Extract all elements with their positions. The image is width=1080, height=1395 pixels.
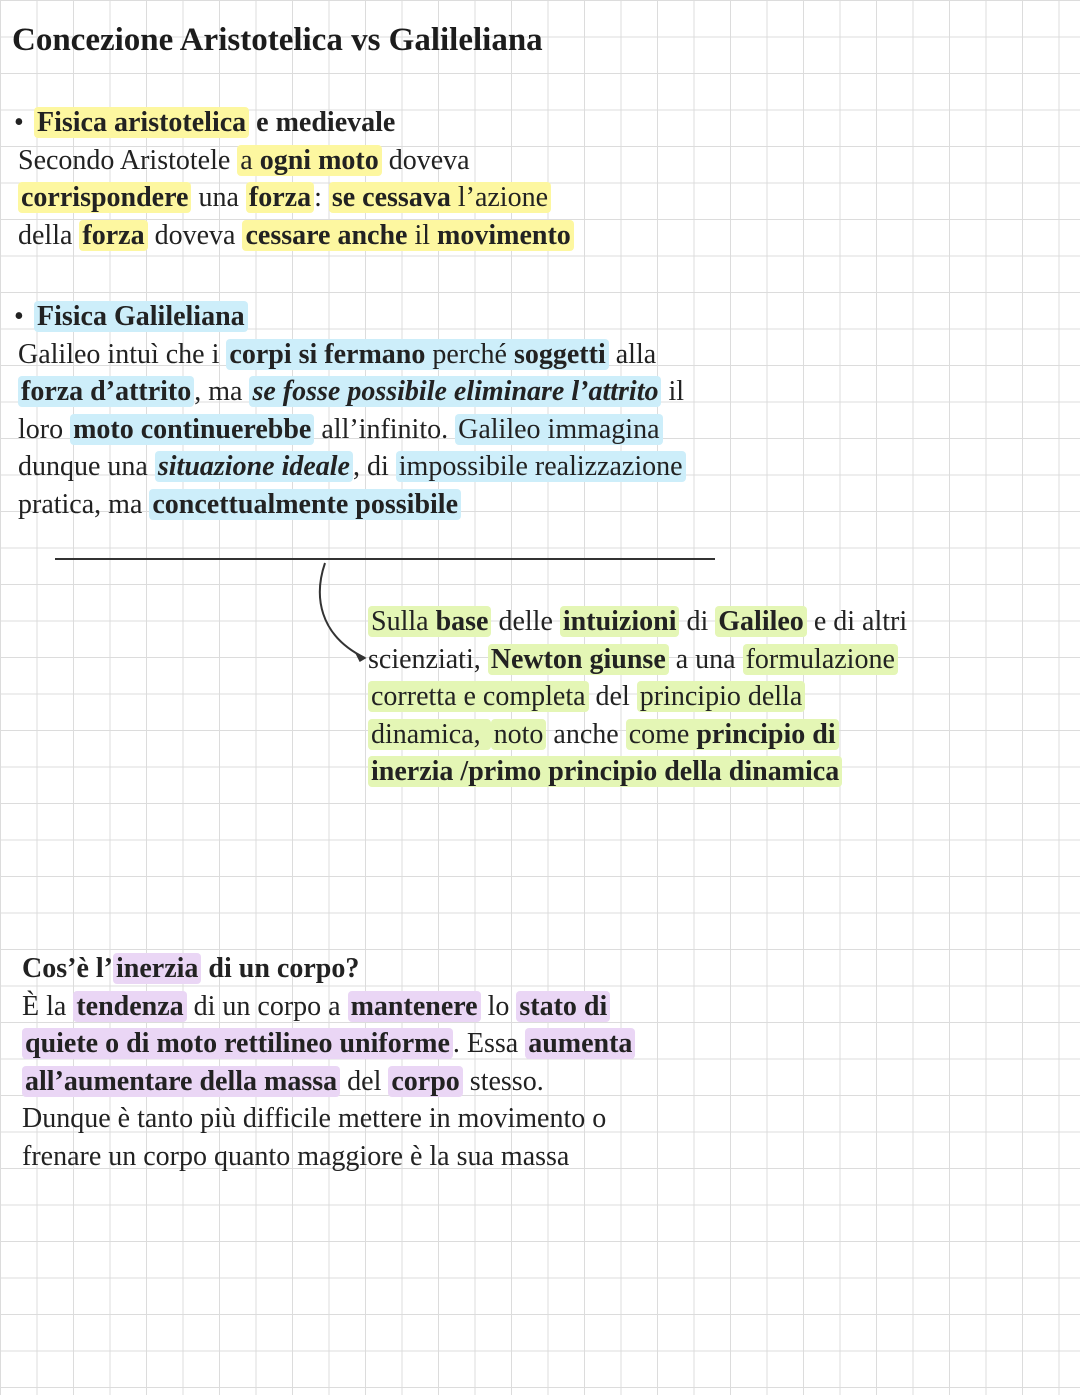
galileo-line-5 (14, 486, 686, 524)
page-title: Concezione Aristotelica vs Galileliana (12, 22, 543, 58)
galileo-section (14, 298, 686, 523)
highlight-text: corrispondere (18, 182, 191, 213)
text: l’azione (450, 182, 549, 213)
highlight-text: noto (491, 719, 547, 750)
highlight-text: mantenere (348, 991, 481, 1022)
text: Galileo intuì che i (18, 338, 227, 370)
highlight-text: Galileo (715, 606, 807, 637)
text: del (340, 1065, 389, 1097)
aristotle-heading (14, 104, 574, 142)
galileo-line-1 (14, 336, 686, 374)
newton-line-5 (368, 753, 907, 791)
text: della (18, 219, 80, 251)
text: alla (608, 338, 657, 370)
text: Sulla (371, 606, 436, 637)
newton-line-1 (368, 603, 907, 641)
text: il (661, 376, 685, 407)
highlight-text: se fosse possibile eliminare l’attrito (249, 376, 661, 407)
text: di un corpo? (201, 953, 360, 984)
highlight-text: aumenta (525, 1028, 635, 1059)
text: , ma (194, 376, 250, 407)
text: inerzia (371, 756, 454, 787)
text: È la (22, 990, 74, 1022)
text: e di altri (806, 606, 908, 637)
inertia-line-4: Dunque è tanto più difficile mettere in movimento o (22, 1103, 607, 1134)
text: corpi si fermano (229, 338, 426, 370)
newton-line-3 (368, 678, 907, 716)
highlight-text (242, 220, 573, 251)
text: / (453, 756, 469, 787)
highlight-text: stato di (516, 991, 610, 1022)
aristotle-line-3 (14, 217, 574, 255)
highlight-text: quiete o di moto rettilineo uniforme (22, 1028, 453, 1059)
highlight-text (237, 145, 381, 176)
highlight-text: forza (246, 182, 314, 213)
galileo-line-4 (14, 448, 686, 486)
text: a una (668, 643, 743, 675)
text: Cos’è l’ (22, 953, 113, 984)
highlight-text: corretta e completa (368, 681, 589, 712)
text: loro (18, 413, 71, 445)
galileo-heading (14, 298, 686, 336)
highlight-text: inerzia (113, 953, 201, 984)
highlight-text: formulazione (743, 644, 898, 675)
text: pratica, ma (18, 488, 150, 520)
highlight-text: Fisica Galileliana (34, 301, 248, 332)
bullet-icon: • (14, 107, 24, 138)
aristotle-section (14, 104, 574, 254)
highlight-text (226, 339, 608, 370)
text: base (435, 606, 489, 637)
text: doveva (381, 144, 470, 176)
highlight-text: Newton giunse (488, 644, 669, 675)
highlight-text: forza (79, 220, 147, 251)
text: del (588, 681, 637, 712)
inertia-line-1 (22, 988, 635, 1026)
aristotle-line-2 (14, 179, 574, 217)
highlight-text: tendenza (73, 991, 186, 1022)
text: di un corpo a (186, 990, 348, 1022)
text: cessare anche (245, 219, 408, 251)
highlight-text: forza d’attrito (18, 376, 194, 407)
inertia-section (22, 950, 635, 1175)
inertia-line-2 (22, 1025, 635, 1063)
text: perché (425, 338, 514, 370)
text: Secondo Aristotele (18, 144, 238, 176)
text: e medievale (249, 107, 396, 138)
bullet-icon: • (14, 301, 24, 332)
text: delle (491, 606, 560, 637)
highlight-text: situazione ideale (155, 451, 353, 482)
text: , di (352, 451, 396, 482)
text: stesso. (462, 1065, 544, 1097)
text: una (191, 182, 246, 213)
text: all’infinito. (314, 413, 456, 445)
inertia-line-3 (22, 1063, 635, 1101)
text: a (240, 144, 260, 176)
aristotle-line-1 (14, 142, 574, 180)
highlight-text: all’aumentare della massa (22, 1066, 340, 1097)
text: lo (480, 990, 517, 1022)
text: movimento (437, 219, 571, 251)
text: se cessava (331, 182, 451, 213)
galileo-line-3 (14, 411, 686, 449)
highlight-text (368, 606, 491, 637)
highlight-text: intuizioni (560, 606, 680, 637)
inertia-question (22, 950, 635, 988)
text: primo principio della dinamica (468, 756, 840, 787)
highlight-text (626, 719, 839, 750)
highlight-text: principio della (637, 681, 806, 712)
text: : (314, 182, 329, 213)
text: di (679, 606, 716, 637)
text: doveva (147, 219, 243, 251)
highlight-text (329, 182, 551, 213)
highlight-text: dinamica, (368, 719, 491, 750)
text: scienziati, (368, 643, 488, 675)
highlight-text: impossibile realizzazione (396, 451, 686, 482)
text: soggetti (513, 338, 606, 370)
text: ogni moto (259, 144, 379, 176)
newton-line-2 (368, 641, 907, 679)
highlight-text: Galileo immagina (455, 414, 662, 445)
text: principio di (696, 718, 836, 750)
galileo-line-2 (14, 373, 686, 411)
divider-line (55, 558, 715, 560)
highlight-text: concettualmente possibile (149, 489, 461, 520)
newton-section (368, 603, 907, 791)
inertia-line-5: frenare un corpo quanto maggiore è la sua massa (22, 1140, 570, 1172)
highlight-text: corpo (388, 1066, 462, 1097)
text: dunque una (18, 451, 155, 482)
text: anche (546, 718, 626, 750)
highlight-text (368, 756, 842, 787)
text: il (407, 219, 438, 251)
text: . Essa (452, 1028, 526, 1059)
text: come (628, 718, 697, 750)
newton-line-4 (368, 716, 907, 754)
highlight-text: moto continuerebbe (70, 414, 314, 445)
highlight-text: Fisica aristotelica (34, 107, 249, 138)
